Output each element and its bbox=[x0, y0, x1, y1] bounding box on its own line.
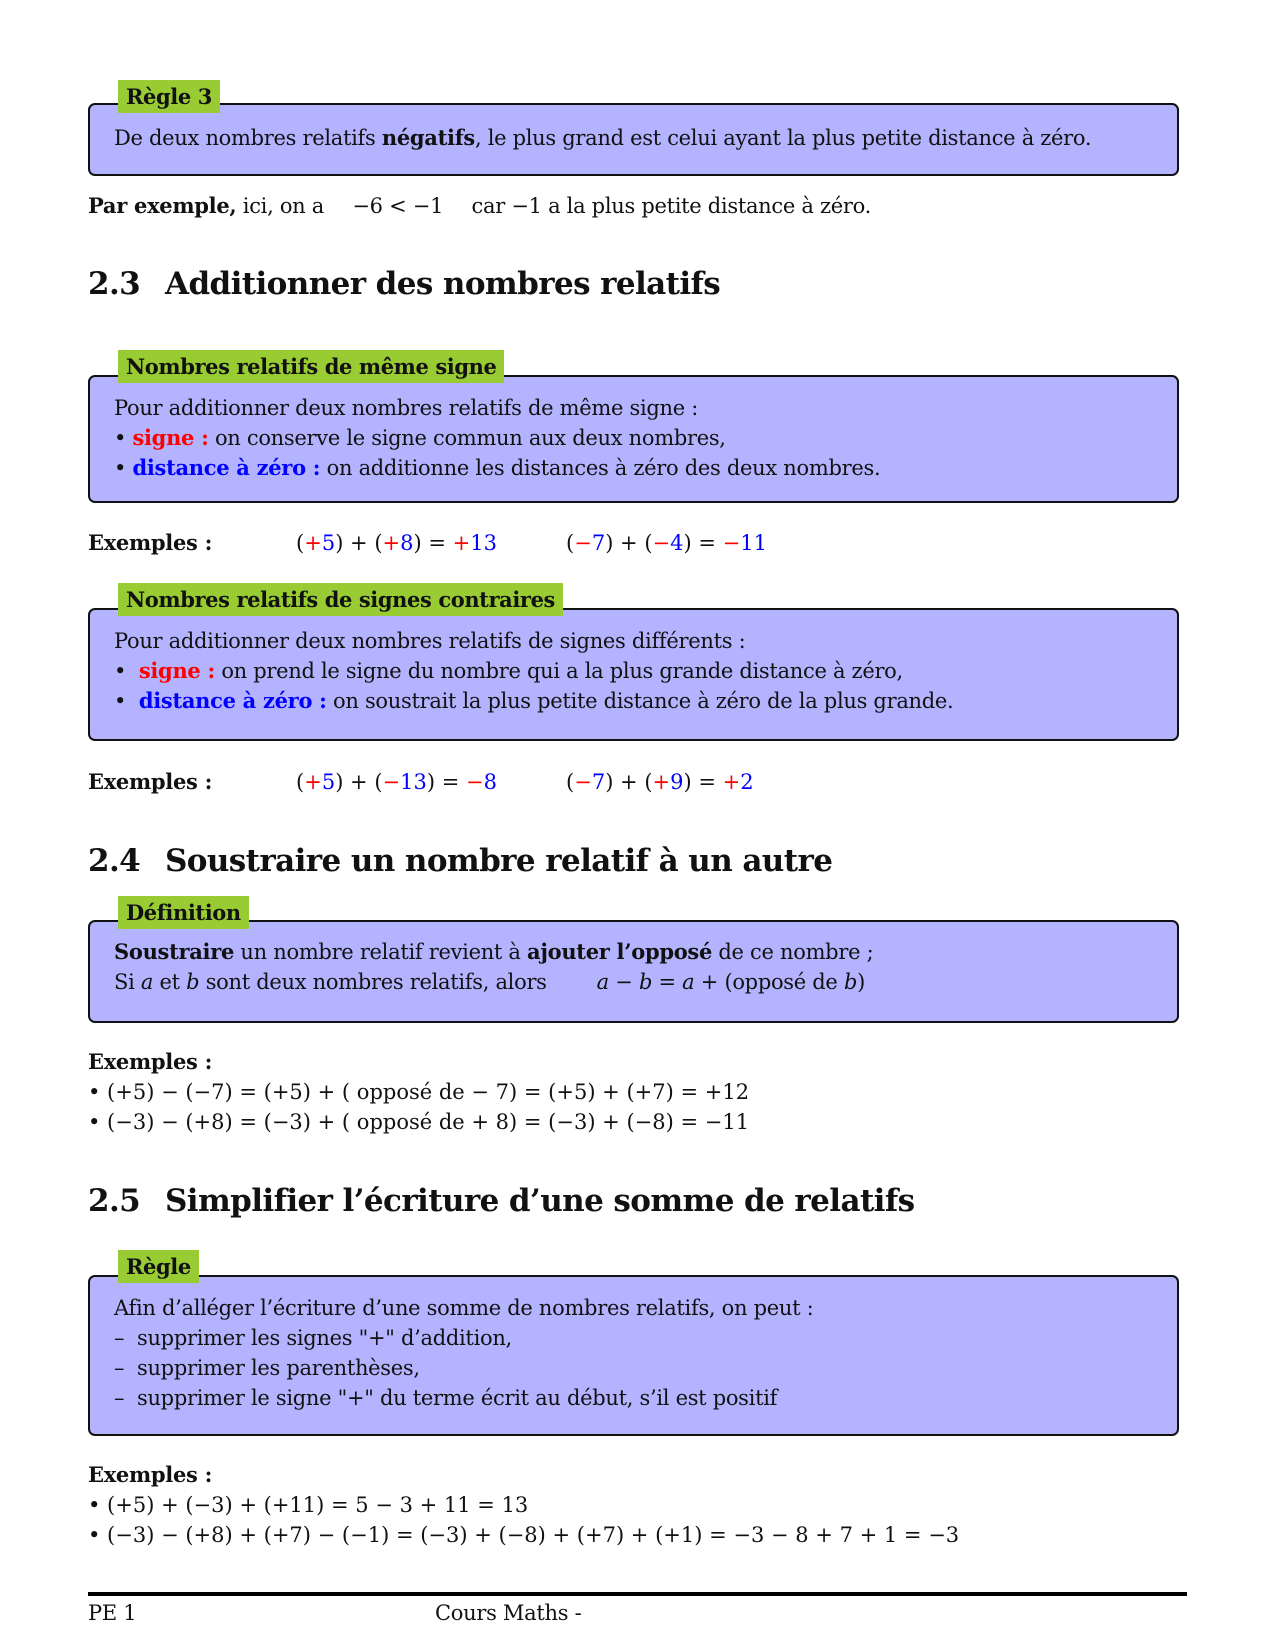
opposite-sign-label: Nombres relatifs de signes contraires bbox=[118, 583, 563, 616]
example-same-sign-1: (+5) + (+8) = +13 bbox=[296, 531, 497, 555]
examples-subtraction bbox=[88, 1047, 749, 1137]
section-heading-2-5: 2.5 Simplifier l’écriture d’une somme de relatifs bbox=[88, 1183, 915, 1219]
opposite-sign-item-distance: • distance à zéro : on soustrait la plus petite distance à zéro de la plus grande. bbox=[114, 688, 954, 713]
simplify-rule-item-1: – supprimer les signes "+" d’addition, bbox=[114, 1326, 512, 1350]
definition-box bbox=[88, 920, 1179, 1023]
example-subtraction-1: • (+5) − (−7) = (+5) + ( opposé de − 7) = (+5) + (+7) = +12 bbox=[88, 1080, 750, 1104]
definition-line-2: Si a et b sont deux nombres relatifs, alors a − b = a + (opposé de b) bbox=[114, 970, 865, 994]
example-subtraction-2: • (−3) − (+8) = (−3) + ( opposé de + 8) = (−3) + (−8) = −11 bbox=[88, 1110, 750, 1134]
example-opposite-sign-1: (+5) + (−13) = −8 bbox=[296, 770, 497, 794]
footer-center: Cours Maths - bbox=[435, 1601, 582, 1625]
simplify-rule-label: Règle bbox=[118, 1250, 199, 1283]
simplify-rule-item-3: – supprimer le signe "+" du terme écrit au début, s’il est positif bbox=[114, 1386, 778, 1410]
section-heading-2-4: 2.4 Soustraire un nombre relatif à un autre bbox=[88, 843, 833, 879]
same-sign-intro: Pour additionner deux nombres relatifs de même signe : bbox=[114, 396, 699, 420]
opposite-sign-item-signe: • signe : on prend le signe du nombre qui a la plus grande distance à zéro, bbox=[114, 658, 903, 683]
footer-left: PE 1 bbox=[88, 1601, 137, 1625]
rule3-example: Par exemple, ici, on a −6 < −1 car −1 a la plus petite distance à zéro. bbox=[88, 193, 871, 218]
same-sign-box bbox=[88, 375, 1179, 503]
examples-subtraction-label: Exemples : bbox=[88, 1049, 213, 1074]
section-heading-2-3: 2.3 Additionner des nombres relatifs bbox=[88, 266, 721, 302]
definition-label: Définition bbox=[118, 896, 249, 929]
definition-formula: a − b = a + (opposé de b) bbox=[596, 970, 865, 994]
example-opposite-sign-2: (−7) + (+9) = +2 bbox=[566, 770, 754, 794]
rule3-example-math: −6 < −1 bbox=[352, 194, 444, 218]
example-simplify-1: • (+5) + (−3) + (+11) = 5 − 3 + 11 = 13 bbox=[88, 1493, 529, 1517]
simplify-rule-box bbox=[88, 1275, 1179, 1436]
examples-simplify-label: Exemples : bbox=[88, 1462, 213, 1487]
example-simplify-2: • (−3) − (+8) + (+7) − (−1) = (−3) + (−8) + (+7) + (+1) = −3 − 8 + 7 + 1 = −3 bbox=[88, 1523, 960, 1547]
rule3-bold-word: négatifs bbox=[381, 125, 475, 150]
examples-same-sign-label: Exemples : bbox=[88, 530, 213, 555]
example-same-sign-2: (−7) + (−4) = −11 bbox=[566, 531, 767, 555]
rule3-box bbox=[88, 103, 1179, 176]
same-sign-item-distance: • distance à zéro : on additionne les distances à zéro des deux nombres. bbox=[114, 455, 881, 480]
examples-opposite-sign-label: Exemples : bbox=[88, 769, 213, 794]
definition-line-1: Soustraire un nombre relatif revient à ajouter l’opposé de ce nombre ; bbox=[114, 939, 874, 964]
footer-rule bbox=[88, 1592, 1187, 1596]
simplify-rule-intro: Afin d’alléger l’écriture d’une somme de nombres relatifs, on peut : bbox=[114, 1296, 814, 1320]
same-sign-label: Nombres relatifs de même signe bbox=[118, 350, 504, 383]
rule3-text: De deux nombres relatifs négatifs, le plus grand est celui ayant la plus petite distance à zéro. bbox=[114, 125, 1092, 150]
opposite-sign-intro: Pour additionner deux nombres relatifs de signes différents : bbox=[114, 629, 746, 653]
examples-simplify bbox=[88, 1460, 959, 1550]
rule3-label: Règle 3 bbox=[118, 80, 220, 113]
opposite-sign-box bbox=[88, 608, 1179, 741]
simplify-rule-item-2: – supprimer les parenthèses, bbox=[114, 1356, 420, 1380]
same-sign-item-signe: • signe : on conserve le signe commun aux deux nombres, bbox=[114, 425, 726, 450]
